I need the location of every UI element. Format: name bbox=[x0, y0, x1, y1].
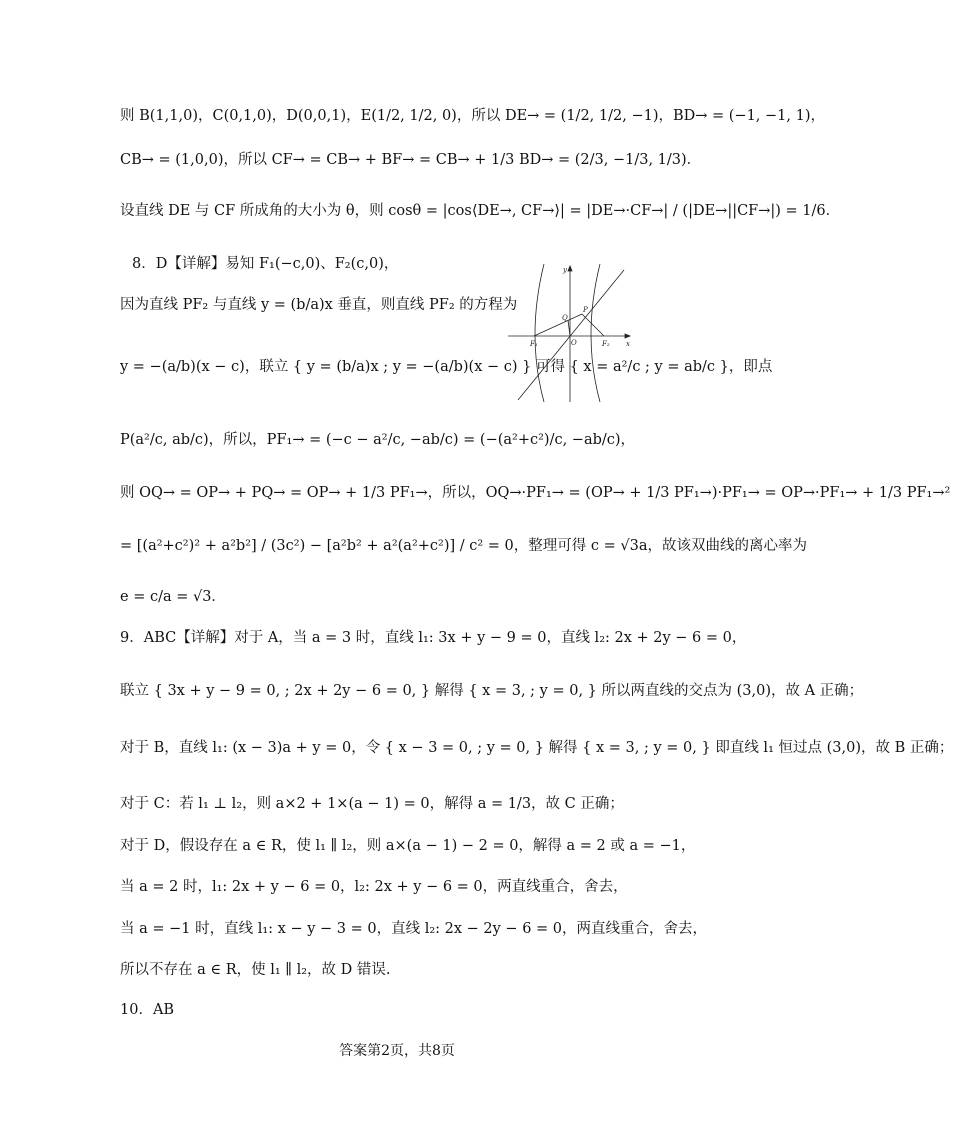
x-axis-arrow bbox=[625, 334, 630, 338]
line-q8-6: = [(a²+c²)² + a²b²] / (3c²) − [a²b² + a²(a²+c²)] / c² = 0，整理可得 c = √3a，故该双曲线的离心率为 bbox=[120, 538, 807, 554]
line-q8-head: 8．D【详解】易知 F₁(−c,0)、F₂(c,0)， bbox=[132, 256, 399, 272]
hyperbola-left-branch bbox=[535, 264, 544, 402]
line-1: 则 B(1,1,0)，C(0,1,0)，D(0,0,1)，E(1/2, 1/2, 0)，所以 DE→ = (1/2, 1/2, −1)，BD→ = (−1, −1, 1)， bbox=[120, 108, 825, 124]
line-q9-head: 9．ABC【详解】对于 A，当 a = 3 时，直线 l₁: 3x + y − 9 = 0，直线 l₂: 2x + 2y − 6 = 0， bbox=[120, 630, 747, 646]
page-footer: 答案第2页，共8页 bbox=[339, 1043, 455, 1059]
segment-pf2 bbox=[582, 314, 604, 336]
line-q9-4: 对于 C：若 l₁ ⊥ l₂，则 a×2 + 1×(a − 1) = 0，解得 a = 1/3，故 C 正确； bbox=[120, 796, 624, 812]
label-p: P bbox=[583, 306, 588, 314]
line-q9-7: 当 a = −1 时，直线 l₁: x − y − 3 = 0，直线 l₂: 2x − 2y − 6 = 0，两直线重合，舍去， bbox=[120, 921, 708, 937]
line-2: CB→ = (1,0,0)，所以 CF→ = CB→ + BF→ = CB→ + 1/3 BD→ = (2/3, −1/3, 1/3)． bbox=[120, 152, 702, 168]
label-y: y bbox=[563, 266, 567, 274]
line-q8-3: y = −(a/b)(x − c)，联立 { y = (b/a)x ; y = −(a/b)(x − c) } 可得 { x = a²/c ; y = ab/c }，即点 bbox=[120, 359, 773, 375]
label-f2: F₂ bbox=[602, 340, 610, 348]
line-q9-6: 当 a = 2 时，l₁: 2x + y − 6 = 0，l₂: 2x + y − 6 = 0，两直线重合，舍去， bbox=[120, 879, 628, 895]
line-q9-2: 联立 { 3x + y − 9 = 0, ; 2x + 2y − 6 = 0, } 解得 { x = 3, ; y = 0, } 所以两直线的交点为 (3,0)，故 A 正确； bbox=[120, 683, 864, 699]
line-3: 设直线 DE 与 CF 所成角的大小为 θ，则 cosθ = |cos⟨DE→, CF→⟩| = |DE→·CF→| / (|DE→||CF→|) = 1/6． bbox=[120, 203, 841, 219]
label-x: x bbox=[626, 340, 630, 348]
line-q8-4: P(a²/c, ab/c)，所以，PF₁→ = (−c − a²/c, −ab/c) = (−(a²+c²)/c, −ab/c)， bbox=[120, 432, 636, 448]
line-q10: 10．AB bbox=[120, 1002, 175, 1018]
line-q8-2: 因为直线 PF₂ 与直线 y = (b/a)x 垂直，则直线 PF₂ 的方程为 bbox=[120, 297, 518, 313]
line-q8-7: e = c/a = √3． bbox=[120, 589, 226, 605]
line-q9-5: 对于 D，假设存在 a ∈ R，使 l₁ ∥ l₂，则 a×(a − 1) − 2 = 0，解得 a = 2 或 a = −1， bbox=[120, 838, 696, 854]
label-q: Q bbox=[562, 314, 568, 322]
asymptote-line bbox=[518, 270, 624, 400]
y-axis-arrow bbox=[568, 266, 572, 271]
line-q8-5: 则 OQ→ = OP→ + PQ→ = OP→ + 1/3 PF₁→，所以，OQ→·PF₁→ = (OP→ + 1/3 PF₁→)·PF₁→ = OP→·PF₁→ + 1/3 PF₁→² bbox=[120, 485, 951, 501]
hyperbola-figure bbox=[508, 262, 634, 404]
segment-pf1 bbox=[534, 314, 582, 336]
line-q9-8: 所以不存在 a ∈ R，使 l₁ ∥ l₂，故 D 错误. bbox=[120, 962, 391, 978]
hyperbola-right-branch bbox=[591, 264, 600, 402]
label-o: O bbox=[571, 339, 577, 347]
line-q9-3: 对于 B，直线 l₁: (x − 3)a + y = 0，令 { x − 3 = 0, ; y = 0, } 解得 { x = 3, ; y = 0, } 即直线 l₁ 恒过点 (3,0)，故 B 正确； bbox=[120, 740, 953, 756]
label-f1: F₁ bbox=[530, 340, 538, 348]
